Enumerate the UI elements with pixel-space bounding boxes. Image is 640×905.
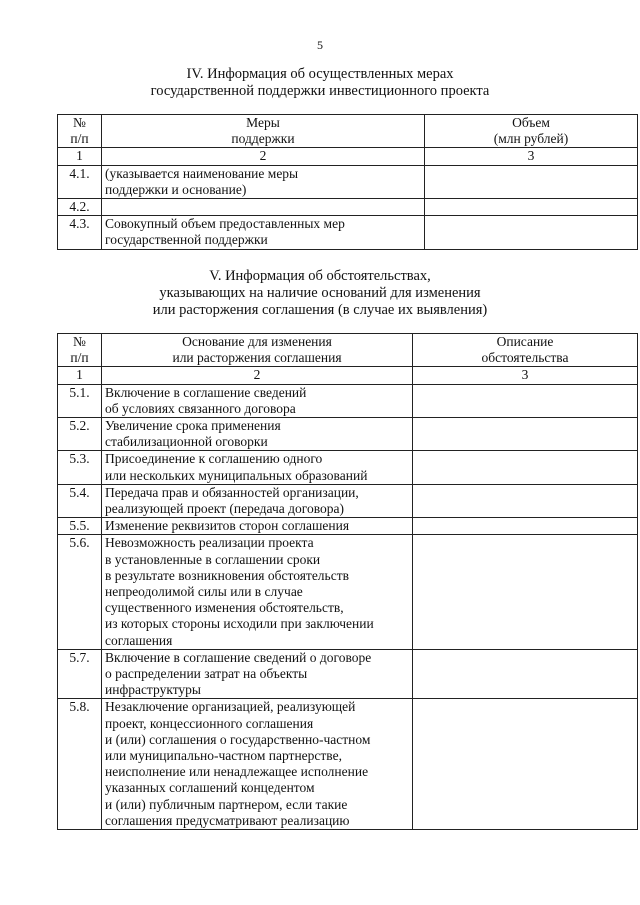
row-text-line: Передача прав и обязанностей организации,: [105, 484, 359, 500]
section-4-title-line: государственной поддержки инвестиционного проекта: [150, 83, 490, 99]
section-5-title-line: V. Информация об обстоятельствах,: [209, 268, 431, 284]
row-text-line: Включение в соглашение сведений о договоре: [105, 649, 372, 665]
column-number: 3: [425, 148, 638, 165]
header-num: № п/п: [58, 115, 102, 148]
row-number: 5.4.: [58, 484, 102, 517]
table-row: [58, 484, 638, 517]
row-value-cell: [413, 384, 638, 417]
row-text: [102, 518, 413, 535]
header-volume: Объем (млн рублей): [425, 115, 638, 148]
row-text: [102, 535, 413, 649]
row-number: 5.3.: [58, 451, 102, 484]
row-text: [102, 418, 413, 451]
row-value-cell: [425, 199, 638, 216]
row-value-cell: [413, 518, 638, 535]
page-number: 5: [317, 38, 323, 52]
row-text-line: или нескольких муниципальных образований: [105, 467, 368, 483]
row-value-cell: [413, 699, 638, 830]
column-number: 2: [102, 148, 425, 165]
row-text-line: Включение в соглашение сведений: [105, 384, 307, 400]
row-text-line: Незаключение организацией, реализующей: [105, 699, 356, 715]
support-measures-table: [57, 114, 638, 250]
row-text-line: и (или) публичным партнером, если такие: [105, 796, 348, 812]
table-row: [58, 199, 638, 216]
table-row: [58, 699, 638, 830]
row-text-line: Изменение реквизитов сторон соглашения: [105, 518, 350, 534]
table-row: [58, 418, 638, 451]
section-4-title: [0, 66, 640, 100]
row-text-line: соглашения предусматривают реализацию: [105, 812, 350, 828]
row-value-cell: [413, 418, 638, 451]
row-number: 5.2.: [58, 418, 102, 451]
table-row: [58, 535, 638, 649]
table-row: [58, 384, 638, 417]
table-row: [58, 451, 638, 484]
row-text-line: неисполнение или ненадлежащее исполнение: [105, 764, 369, 780]
row-number: 5.5.: [58, 518, 102, 535]
row-text-line: из которых стороны исходили при заключении: [105, 616, 374, 632]
row-text-line: и (или) соглашения о государственно-частном: [105, 731, 371, 747]
section-4-title-line: IV. Информация об осуществленных мерах: [186, 66, 454, 82]
support-measures-rows: [58, 165, 638, 249]
row-text: [102, 384, 413, 417]
row-number: 5.7.: [58, 649, 102, 699]
row-text: [102, 699, 413, 830]
circumstances-table: [57, 333, 638, 830]
row-text-line: стабилизационной оговорки: [105, 434, 268, 450]
table-row: [58, 518, 638, 535]
row-value-cell: [413, 451, 638, 484]
row-text-line: в установленные в соглашении сроки: [105, 551, 321, 567]
row-text-line: непреодолимой силы или в случае: [105, 584, 303, 600]
row-value-cell: [425, 165, 638, 198]
row-value-cell: [413, 484, 638, 517]
section-5-title-line: или расторжения соглашения (в случае их выявления): [152, 302, 488, 318]
header-num: № п/п: [58, 334, 102, 367]
row-text-line: соглашения: [105, 632, 173, 648]
header-description: Описание обстоятельства: [413, 334, 638, 367]
row-text-line: (указывается наименование меры: [105, 165, 299, 181]
row-text: [102, 649, 413, 699]
header-basis: Основание для изменения или расторжения соглашения: [102, 334, 413, 367]
row-text: [102, 216, 425, 249]
row-number: 5.1.: [58, 384, 102, 417]
table-row: [58, 165, 638, 198]
section-5-title: [0, 268, 640, 319]
row-text: [102, 484, 413, 517]
row-text: [102, 199, 425, 216]
row-number: 4.1.: [58, 165, 102, 198]
row-text-line: поддержки и основание): [105, 181, 247, 197]
row-text-line: об условиях связанного договора: [105, 400, 296, 416]
row-text: [102, 165, 425, 198]
column-number-row: [58, 367, 638, 384]
row-text-line: инфраструктуры: [105, 682, 201, 698]
column-number: 1: [58, 367, 102, 384]
section-5-title-line: указывающих на наличие оснований для изменения: [159, 285, 481, 301]
row-text: [102, 451, 413, 484]
row-text-line: существенного изменения обстоятельств,: [105, 600, 344, 616]
table-header-row: [58, 115, 638, 148]
row-text-line: указанных соглашений концедентом: [105, 780, 315, 796]
row-text-line: в результате возникновения обстоятельств: [105, 567, 349, 583]
row-text-line: [105, 199, 421, 215]
row-number: 4.2.: [58, 199, 102, 216]
row-value-cell: [413, 649, 638, 699]
row-value-cell: [425, 216, 638, 249]
table-row: [58, 216, 638, 249]
row-text-line: проект, концессионного соглашения: [105, 715, 314, 731]
row-text-line: Увеличение срока применения: [105, 418, 281, 434]
column-number: 1: [58, 148, 102, 165]
row-number: 4.3.: [58, 216, 102, 249]
table-header-row: [58, 334, 638, 367]
header-measures: Меры поддержки: [102, 115, 425, 148]
row-text-line: Невозможность реализации проекта: [105, 535, 314, 551]
row-number: 5.6.: [58, 535, 102, 649]
row-text-line: о распределении затрат на объекты: [105, 666, 308, 682]
circumstances-rows: [58, 384, 638, 829]
row-text-line: государственной поддержки: [105, 232, 268, 248]
column-number: 2: [102, 367, 413, 384]
column-number: 3: [413, 367, 638, 384]
column-number-row: [58, 148, 638, 165]
row-text-line: или муниципально-частном партнерстве,: [105, 748, 342, 764]
row-value-cell: [413, 535, 638, 649]
row-text-line: Присоединение к соглашению одного: [105, 451, 323, 467]
row-text-line: Совокупный объем предоставленных мер: [105, 216, 345, 232]
table-row: [58, 649, 638, 699]
row-number: 5.8.: [58, 699, 102, 830]
row-text-line: реализующей проект (передача договора): [105, 501, 344, 517]
